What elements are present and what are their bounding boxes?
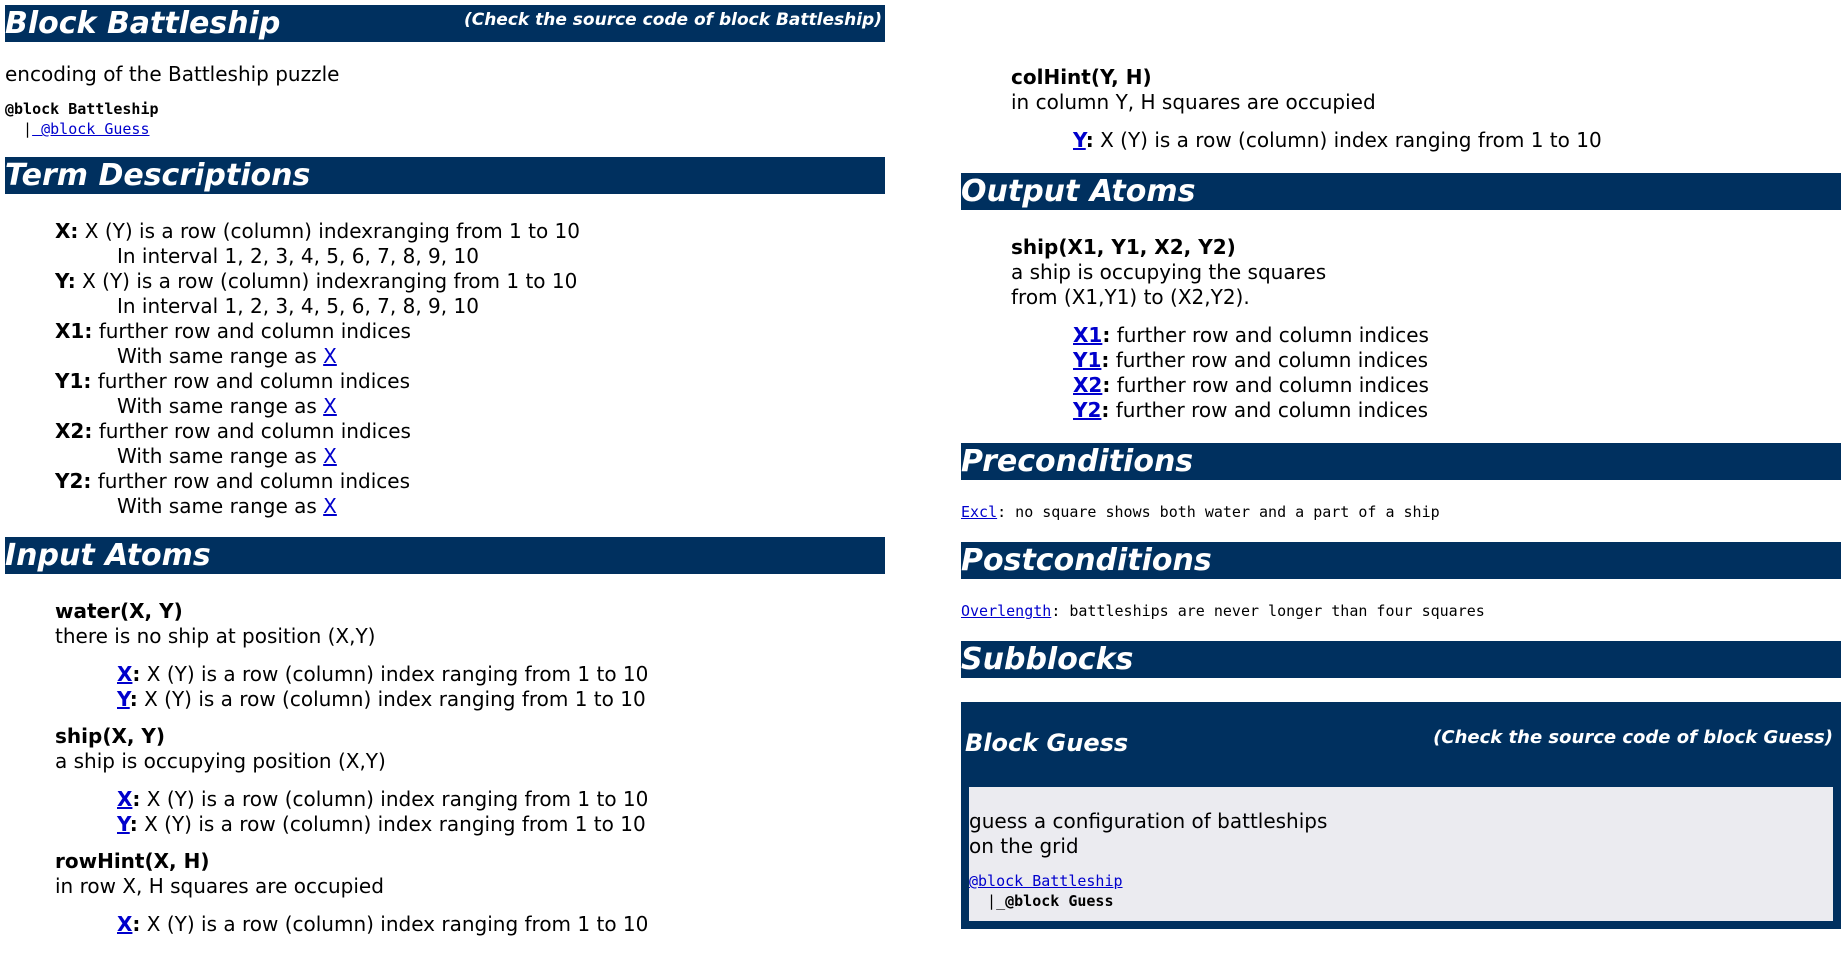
postcondition-text: : battleships are never longer than four squares: [1051, 602, 1485, 620]
arg-link[interactable]: Y2: [1073, 398, 1102, 422]
arg-text: X (Y) is a row (column) index ranging from 1 to 10: [137, 687, 646, 711]
term-desc: X (Y) is a row (column) indexranging from 1 to 10: [75, 269, 578, 293]
arg-link[interactable]: X2: [1073, 373, 1103, 397]
precondition-link[interactable]: Excl: [961, 503, 998, 521]
term-name: X1:: [55, 319, 93, 343]
atom-signature: colHint(Y, H): [1011, 65, 1152, 89]
guess-description: on the grid: [969, 834, 1079, 858]
subblock-guess-header: [963, 702, 1833, 787]
term-descriptions-heading: Term Descriptions: [5, 158, 311, 193]
term-range-text: With same range as: [117, 494, 324, 518]
output-atoms-heading: Output Atoms: [961, 174, 1196, 209]
preconditions-heading: Preconditions: [961, 444, 1194, 479]
postcondition-link[interactable]: Overlength: [961, 602, 1052, 620]
block-title: Block Battleship: [5, 6, 281, 41]
atom-args: X: X (Y) is a row (column) index ranging from 1 to 10: [117, 912, 649, 936]
term-range-link[interactable]: X: [323, 394, 337, 418]
atom-signature: rowHint(X, H): [55, 849, 210, 873]
guess-hierarchy-self: @block Guess: [1005, 892, 1114, 910]
atom-signature: water(X, Y): [55, 599, 183, 623]
atom-description: a ship is occupying position (X,Y): [55, 749, 386, 773]
term-item: [55, 419, 885, 469]
output-atom: [1011, 235, 1841, 423]
subblock-guess-body: [969, 787, 1833, 921]
arg-text: further row and column indices: [1110, 323, 1429, 347]
subblock-guess: [961, 702, 1841, 929]
arg-link[interactable]: Y: [1073, 128, 1086, 152]
hierarchy-child-row: [5, 119, 885, 139]
arg-text: X (Y) is a row (column) index ranging from 1 to 10: [1093, 128, 1602, 152]
subblock-guess-title: Block Guess: [965, 729, 1129, 757]
guess-parent-link[interactable]: @block Battleship: [969, 872, 1123, 890]
term-name: X2:: [55, 419, 93, 443]
postconditions-header: [961, 542, 1841, 579]
atom-signature: ship(X1, Y1, X2, Y2): [1011, 235, 1236, 259]
term-item: [55, 219, 885, 269]
atom-description: from (X1,Y1) to (X2,Y2).: [1011, 285, 1250, 309]
term-name: Y2:: [55, 469, 92, 493]
atom-signature: ship(X, Y): [55, 724, 166, 748]
guess-source-link[interactable]: (Check the source code of block Guess): [1433, 727, 1833, 748]
term-range-link[interactable]: X: [323, 444, 337, 468]
subblocks-header: [961, 641, 1841, 678]
arg-link[interactable]: X: [117, 912, 133, 936]
term-item: [55, 469, 885, 519]
term-interval: In interval 1, 2, 3, 4, 5, 6, 7, 8, 9, 10: [117, 294, 479, 318]
input-atoms-heading: Input Atoms: [5, 538, 211, 573]
subblocks-heading: Subblocks: [961, 642, 1134, 677]
guess-hierarchy-prefix: |_: [969, 892, 1006, 910]
block-hierarchy: [5, 99, 885, 139]
source-code-link[interactable]: (Check the source code of block Battleship): [463, 10, 882, 30]
arg-link[interactable]: Y: [117, 812, 130, 836]
input-atoms-header: [5, 537, 885, 574]
term-range-link[interactable]: X: [323, 344, 337, 368]
guess-description: guess a configuration of battleships: [969, 809, 1328, 833]
input-atom: [55, 724, 885, 837]
left-column: [5, 0, 885, 937]
arg-text: X (Y) is a row (column) index ranging from 1 to 10: [140, 787, 649, 811]
atom-description: there is no ship at position (X,Y): [55, 624, 376, 648]
term-item: [55, 319, 885, 369]
arg-text: further row and column indices: [1110, 373, 1429, 397]
preconditions-header: [961, 443, 1841, 480]
right-column: [961, 0, 1841, 929]
arg-text: X (Y) is a row (column) index ranging from 1 to 10: [137, 812, 646, 836]
term-desc: further row and column indices: [91, 469, 411, 493]
input-atom-list: [55, 599, 885, 937]
atom-args: X: X (Y) is a row (column) index ranging from 1 to 10 Y: X (Y) is a row (column) index ranging from 1 to 10: [117, 662, 649, 711]
term-name: X:: [55, 219, 79, 243]
atom-description: a ship is occupying the squares: [1011, 260, 1327, 284]
term-desc: X (Y) is a row (column) indexranging from 1 to 10: [78, 219, 581, 243]
term-desc: further row and column indices: [92, 319, 411, 343]
arg-text: X (Y) is a row (column) index ranging from 1 to 10: [140, 662, 649, 686]
term-item: [55, 269, 885, 319]
term-range-text: With same range as: [117, 444, 324, 468]
term-descriptions-header: [5, 157, 885, 194]
arg-link[interactable]: Y1: [1073, 348, 1102, 372]
guess-hierarchy: [969, 871, 1833, 911]
atom-description: in row X, H squares are occupied: [55, 874, 384, 898]
hierarchy-self: @block Battleship: [5, 100, 159, 118]
arg-link[interactable]: X1: [1073, 323, 1103, 347]
postconditions-heading: Postconditions: [961, 543, 1212, 578]
arg-text: further row and column indices: [1109, 398, 1429, 422]
atom-args: X: X (Y) is a row (column) index ranging from 1 to 10 Y: X (Y) is a row (column) index ranging from 1 to 10: [117, 787, 649, 836]
term-desc: further row and column indices: [92, 419, 411, 443]
output-atoms-header: [961, 173, 1841, 210]
atom-args: Y: X (Y) is a row (column) index ranging from 1 to 10: [1073, 128, 1602, 152]
hierarchy-prefix: |: [5, 120, 33, 138]
term-range-link[interactable]: X: [323, 494, 337, 518]
term-item: [55, 369, 885, 419]
atom-args: X1: further row and column indices Y1: further row and column indices X2: further row and column indices Y2: further row and column indices: [1073, 323, 1429, 422]
block-description: encoding of the Battleship puzzle: [5, 62, 340, 86]
term-desc: further row and column indices: [91, 369, 411, 393]
atom-description: in column Y, H squares are occupied: [1011, 90, 1376, 114]
arg-link[interactable]: Y: [117, 687, 130, 711]
input-atom: [55, 599, 885, 712]
arg-link[interactable]: X: [117, 662, 133, 686]
arg-text: X (Y) is a row (column) index ranging from 1 to 10: [140, 912, 649, 936]
arg-link[interactable]: X: [117, 787, 133, 811]
block-title-bar: [5, 5, 885, 42]
term-interval: In interval 1, 2, 3, 4, 5, 6, 7, 8, 9, 10: [117, 244, 479, 268]
term-name: Y1:: [55, 369, 92, 393]
postcondition-item: [961, 601, 1841, 621]
term-range-text: With same range as: [117, 394, 324, 418]
input-atom: [55, 849, 885, 937]
colhint-atom: [1011, 65, 1841, 153]
term-list: [55, 219, 885, 519]
precondition-text: : no square shows both water and a part of a ship: [997, 503, 1440, 521]
term-range-text: With same range as: [117, 344, 324, 368]
hierarchy-guess-link[interactable]: @block Guess: [32, 120, 150, 138]
term-name: Y:: [55, 269, 76, 293]
arg-text: further row and column indices: [1109, 348, 1429, 372]
precondition-item: [961, 502, 1841, 522]
